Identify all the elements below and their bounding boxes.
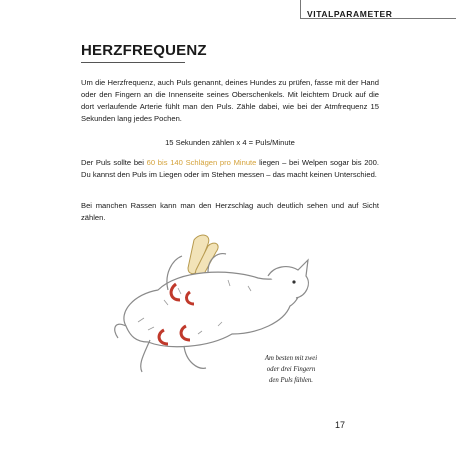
section-title: HERZFREQUENZ — [81, 42, 207, 59]
dog-tail — [115, 324, 126, 338]
running-header: VITALPARAMETER — [307, 9, 393, 19]
illustration-caption — [256, 353, 326, 386]
caption-line: oder drei Fingern — [266, 366, 316, 373]
page-number: 17 — [335, 420, 346, 430]
paragraph-pulse-check: Um die Herzfrequenz, auch Puls genannt, deines Hundes zu prüfen, fasse mit der Hand oder den Fingern an die Innenseite seines Oberschenkels. Mit leichtem Druck auf die dort verlaufende Arterie fühlt man den Puls. Zähle dabei, wie bei der Atmfrequenz 15 Sekunden lang jedes Pochen. — [81, 78, 379, 123]
paragraph-text-start: Der Puls sollte bei — [81, 158, 147, 167]
paragraph-visible-heartbeat: Bei manchen Rassen kann man den Herzschlag auch deutlich sehen und auf Sicht zählen. — [81, 201, 379, 222]
paragraph-text-end: liegen – bei Welpen sogar bis 200. Du kannst den Puls im Liegen oder im Stehen messen – das macht keinen Unterschied. — [81, 158, 379, 179]
header-divider-vertical — [300, 0, 301, 18]
caption-line: Am besten mit zwei — [264, 355, 318, 362]
paragraph-normal-range — [81, 157, 379, 181]
highlighted-range: 60 bis 140 Schlägen pro Minute — [146, 158, 257, 167]
dog-body-outline — [124, 272, 301, 347]
section-title-underline — [81, 62, 185, 63]
caption-line: den Puls fühlen. — [269, 377, 313, 384]
pulse-formula: 15 Sekunden zählen x 4 = Puls/Minute — [165, 138, 295, 147]
dog-eye-icon — [292, 280, 295, 283]
